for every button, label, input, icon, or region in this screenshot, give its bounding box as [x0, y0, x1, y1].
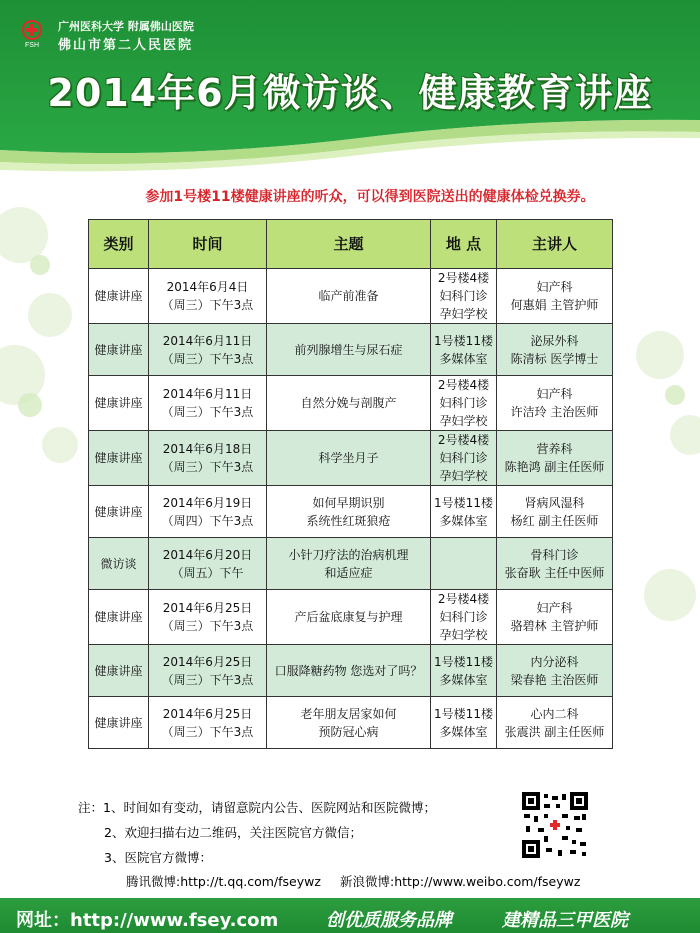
row-time: 2014年6月25日 （周三）下午3点 — [149, 697, 267, 749]
row-location: 1号楼11楼 多媒体室 — [431, 486, 497, 538]
row-speaker: 肾病风湿科 杨红 副主任医师 — [497, 486, 613, 538]
table-header-row — [89, 220, 613, 269]
row-speaker: 骨科门诊 张奋耿 主任中医师 — [497, 538, 613, 590]
row-location — [431, 538, 497, 590]
row-time: 2014年6月11日 （周三）下午3点 — [149, 376, 267, 431]
row-topic: 如何早期识别 系统性红斑狼疮 — [267, 486, 431, 538]
table-row — [89, 590, 613, 645]
header-banner — [0, 0, 700, 175]
row-speaker: 营养科 陈艳鸿 副主任医师 — [497, 431, 613, 486]
row-topic: 口服降糖药物 您选对了吗？ — [267, 645, 431, 697]
row-location: 1号楼11楼 多媒体室 — [431, 697, 497, 749]
row-type: 微访谈 — [89, 538, 149, 590]
hospital-logo-icon — [14, 18, 50, 48]
lecture-schedule-table — [88, 219, 613, 749]
row-time: 2014年6月19日 （周四）下午3点 — [149, 486, 267, 538]
row-topic: 临产前准备 — [267, 269, 431, 324]
row-type: 健康讲座 — [89, 324, 149, 376]
row-location: 1号楼11楼 多媒体室 — [431, 324, 497, 376]
table-row — [89, 645, 613, 697]
header-topic: 主题 — [267, 220, 431, 269]
row-speaker: 心内二科 张震洪 副主任医师 — [497, 697, 613, 749]
hospital-name: 佛山市第二人民医院 — [58, 38, 194, 53]
row-type: 健康讲座 — [89, 486, 149, 538]
table-row — [89, 697, 613, 749]
row-location: 2号楼4楼 妇科门诊 孕妇学校 — [431, 269, 497, 324]
hospital-affiliation: 广州医科大学 附属佛山医院 — [58, 20, 194, 33]
footnote-1: 注：1、时间如有变动，请留意院内公告、医院网站和医院微博； — [78, 800, 436, 815]
qr-code-icon[interactable] — [522, 792, 588, 858]
row-speaker: 泌尿外科 陈清标 医学博士 — [497, 324, 613, 376]
row-location: 2号楼4楼 妇科门诊 孕妇学校 — [431, 590, 497, 645]
header-type: 类别 — [89, 220, 149, 269]
table-row — [89, 431, 613, 486]
table-row — [89, 324, 613, 376]
row-location: 2号楼4楼 妇科门诊 孕妇学校 — [431, 431, 497, 486]
tencent-weibo-link[interactable]: 腾讯微博:http://t.qq.com/fseywz — [126, 874, 321, 889]
row-topic: 小针刀疗法的治病机理 和适应症 — [267, 538, 431, 590]
row-time: 2014年6月25日 （周三）下午3点 — [149, 590, 267, 645]
row-time: 2014年6月4日 （周三）下午3点 — [149, 269, 267, 324]
row-location: 1号楼11楼 多媒体室 — [431, 645, 497, 697]
header-speaker: 主讲人 — [497, 220, 613, 269]
row-type: 健康讲座 — [89, 697, 149, 749]
sina-weibo-link[interactable]: 新浪微博:http://www.weibo.com/fseywz — [340, 874, 581, 889]
row-type: 健康讲座 — [89, 645, 149, 697]
row-time: 2014年6月20日 （周五）下午 — [149, 538, 267, 590]
slogan-service: 创优质服务品牌 — [326, 910, 452, 931]
row-topic: 产后盆底康复与护理 — [267, 590, 431, 645]
row-speaker: 内分泌科 梁春艳 主治医师 — [497, 645, 613, 697]
notice-text: 参加1号楼11楼健康讲座的听众，可以得到医院送出的健康体检兑换券。 — [145, 189, 595, 205]
row-speaker: 妇产科 骆碧林 主管护师 — [497, 590, 613, 645]
footnote-3: 3、医院官方微博： — [104, 850, 212, 865]
row-time: 2014年6月18日 （周三）下午3点 — [149, 431, 267, 486]
row-speaker: 妇产科 何惠娟 主管护师 — [497, 269, 613, 324]
table-row — [89, 538, 613, 590]
website-link[interactable]: 网址：http://www.fsey.com — [16, 910, 279, 931]
row-topic: 自然分娩与剖腹产 — [267, 376, 431, 431]
row-type: 健康讲座 — [89, 431, 149, 486]
row-location: 2号楼4楼 妇科门诊 孕妇学校 — [431, 376, 497, 431]
row-topic: 科学坐月子 — [267, 431, 431, 486]
header-time: 时间 — [149, 220, 267, 269]
row-speaker: 妇产科 许洁玲 主治医师 — [497, 376, 613, 431]
svg-text:FSH: FSH — [25, 42, 39, 48]
row-topic: 老年朋友居家如何 预防冠心病 — [267, 697, 431, 749]
row-time: 2014年6月11日 （周三）下午3点 — [149, 324, 267, 376]
row-type: 健康讲座 — [89, 269, 149, 324]
row-type: 健康讲座 — [89, 590, 149, 645]
table-row — [89, 486, 613, 538]
header-location: 地 点 — [431, 220, 497, 269]
row-type: 健康讲座 — [89, 376, 149, 431]
table-row — [89, 269, 613, 324]
footnote-2: 2、欢迎扫描右边二维码，关注医院官方微信； — [104, 825, 362, 840]
slogan-hospital: 建精品三甲医院 — [502, 910, 628, 931]
row-time: 2014年6月25日 （周三）下午3点 — [149, 645, 267, 697]
row-topic: 前列腺增生与尿石症 — [267, 324, 431, 376]
table-row — [89, 376, 613, 431]
page-title: 2014年6月微访谈、健康教育讲座 — [47, 71, 653, 115]
